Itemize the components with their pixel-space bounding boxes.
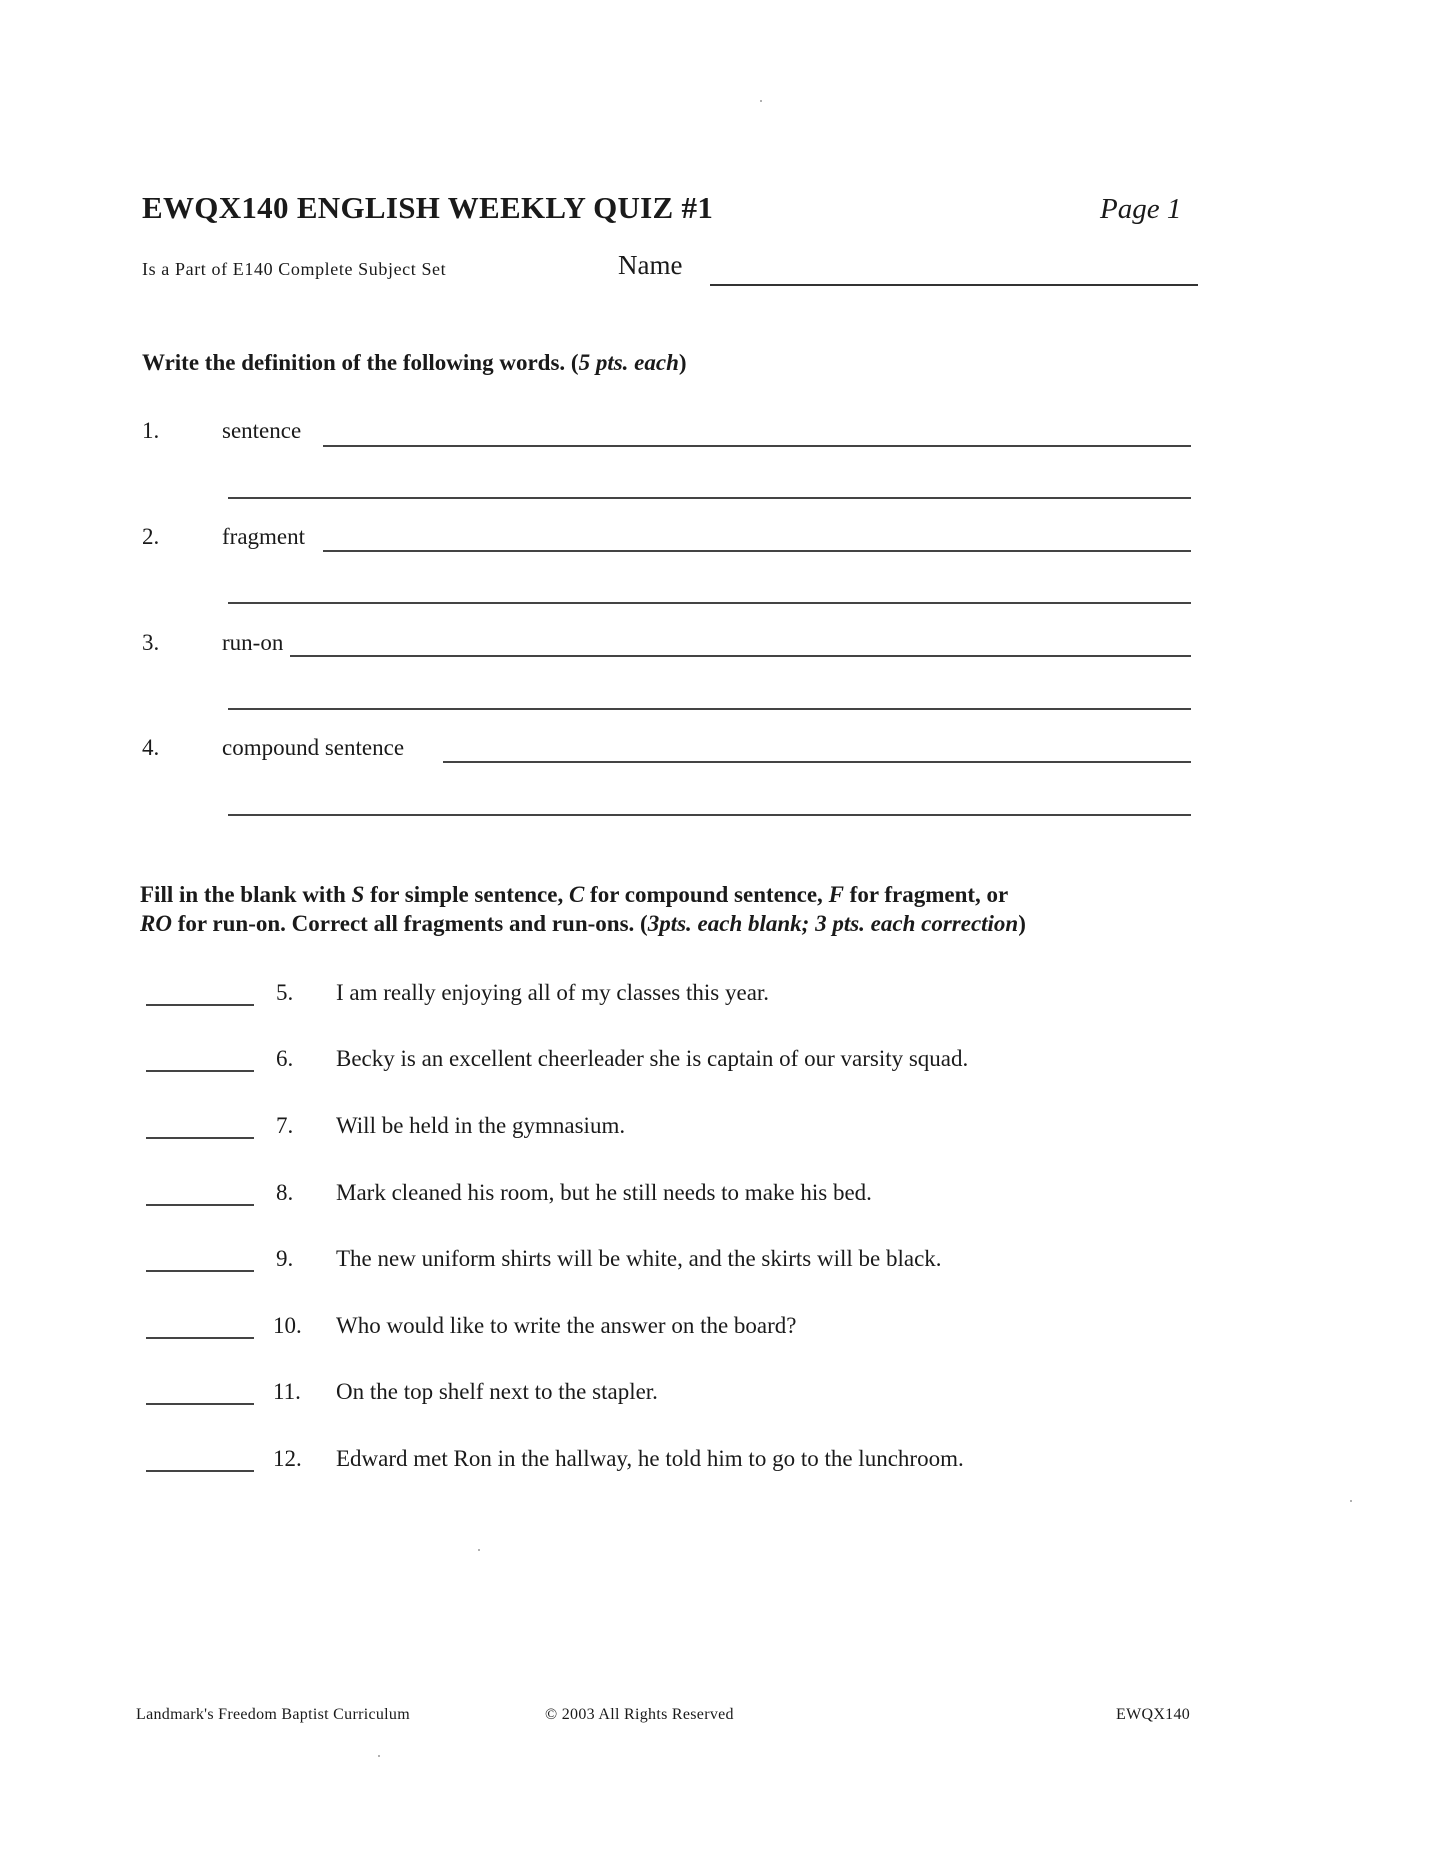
sentence-text: The new uniform shirts will be white, and the skirts will be black. (336, 1246, 942, 1271)
code-compound: C (568, 882, 585, 907)
definition-term: fragment (222, 524, 306, 549)
code-fragment: F (828, 882, 844, 907)
item-number: 2. (142, 524, 160, 549)
section2-points: 3pts. each blank; 3 pts. each correction (647, 911, 1019, 936)
definition-term: sentence (222, 418, 302, 443)
instruction-text: for run-on. Correct all fragments and run-ons. ( (171, 911, 648, 936)
definition-answer-line[interactable] (228, 814, 1191, 816)
quiz-title: EWQX140 ENGLISH WEEKLY QUIZ #1 (142, 190, 714, 225)
scan-speck (378, 1755, 380, 1757)
definition-answer-line[interactable] (228, 708, 1191, 710)
sentence-text: Edward met Ron in the hallway, he told him to go to the lunchroom. (336, 1446, 964, 1471)
answer-blank[interactable] (146, 1204, 254, 1206)
instruction-text: for compound sentence, (584, 882, 829, 907)
instruction-text: for simple sentence, (364, 882, 569, 907)
item-number: 3. (142, 630, 160, 655)
definition-answer-line[interactable] (228, 497, 1191, 499)
sentence-text: Who would like to write the answer on the board? (336, 1313, 797, 1338)
definition-answer-line[interactable] (228, 602, 1191, 604)
item-number: 4. (142, 735, 160, 760)
definition-answer-line[interactable] (290, 655, 1191, 657)
scan-speck (1350, 1500, 1352, 1502)
sentence-text: Will be held in the gymnasium. (336, 1113, 626, 1138)
sentence-text: Becky is an excellent cheerleader she is captain of our varsity squad. (336, 1046, 969, 1071)
instruction-text: ) (1018, 911, 1026, 936)
answer-blank[interactable] (146, 1470, 254, 1472)
subject-set-note: Is a Part of E140 Complete Subject Set (142, 259, 447, 279)
sentence-text: On the top shelf next to the stapler. (336, 1379, 658, 1404)
definition-answer-line[interactable] (443, 761, 1191, 763)
item-number: 9. (276, 1246, 294, 1271)
answer-blank[interactable] (146, 1337, 254, 1339)
page-number: Page 1 (1100, 193, 1182, 225)
item-number: 11. (273, 1379, 301, 1404)
item-number: 8. (276, 1180, 294, 1205)
definition-answer-line[interactable] (323, 445, 1191, 447)
section2-instruction (140, 880, 1200, 938)
answer-blank[interactable] (146, 1137, 254, 1139)
item-number: 1. (142, 418, 160, 443)
footer-code: EWQX140 (1116, 1706, 1191, 1723)
answer-blank[interactable] (146, 1004, 254, 1006)
name-label: Name (618, 250, 683, 280)
sentence-text: I am really enjoying all of my classes this year. (336, 980, 770, 1005)
instruction-text: for fragment, or (843, 882, 1009, 907)
item-number: 10. (273, 1313, 302, 1338)
item-number: 7. (276, 1113, 294, 1138)
scan-speck (478, 1549, 480, 1551)
section1-points: (5 pts. each) (570, 350, 687, 375)
definition-term: compound sentence (222, 735, 405, 760)
footer-publisher: Landmark's Freedom Baptist Curriculum (136, 1706, 410, 1723)
item-number: 6. (276, 1046, 294, 1071)
code-simple: S (351, 882, 365, 907)
code-run-on: RO (140, 911, 172, 936)
footer-copyright: © 2003 All Rights Reserved (545, 1706, 734, 1723)
definition-term: run-on (222, 630, 284, 655)
answer-blank[interactable] (146, 1270, 254, 1272)
points-text: 5 pts. each (578, 350, 679, 375)
answer-blank[interactable] (146, 1070, 254, 1072)
item-number: 5. (276, 980, 294, 1005)
scan-speck (760, 100, 762, 102)
sentence-text: Mark cleaned his room, but he still needs to make his bed. (336, 1180, 872, 1205)
section1-instruction (142, 350, 687, 376)
definition-answer-line[interactable] (323, 550, 1191, 552)
instruction-text: Fill in the blank with (140, 882, 352, 907)
answer-blank[interactable] (146, 1403, 254, 1405)
item-number: 12. (273, 1446, 302, 1471)
name-field[interactable] (710, 284, 1198, 286)
section1-instruction-text: Write the definition of the following words. (142, 350, 566, 375)
